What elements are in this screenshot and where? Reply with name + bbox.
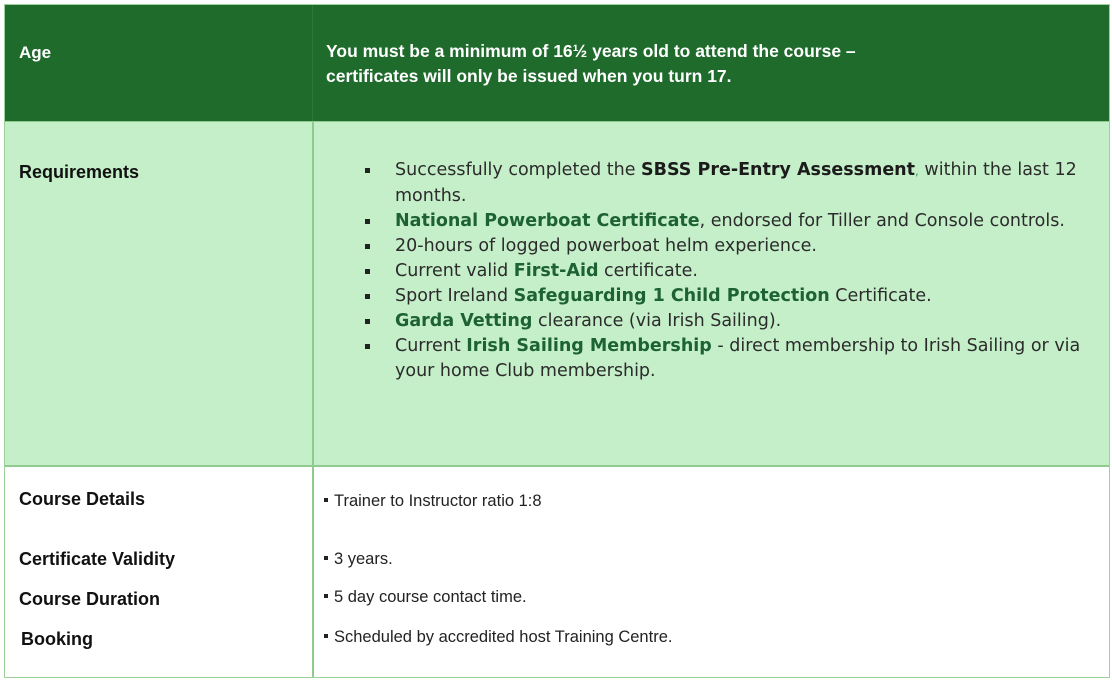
column-divider [312, 5, 313, 121]
bullet [324, 594, 328, 598]
course-details-label: Course Details [19, 489, 146, 509]
requirement-text: clearance (via Irish Sailing). [532, 311, 782, 331]
requirement-text: Sport Ireland [395, 286, 514, 306]
requirement-text: Current [395, 336, 467, 356]
requirements-label: Requirements [19, 162, 140, 182]
requirement-text: 20-hours of logged powerboat helm experience. [395, 236, 817, 256]
booking-value [324, 628, 672, 647]
requirement-item [363, 209, 1103, 234]
booking-text: Scheduled by accredited host Training Centre. [334, 628, 673, 646]
requirement-text: certificate. [598, 261, 698, 281]
age-requirement-text [326, 39, 1066, 89]
certificate-validity-value [324, 550, 393, 569]
course-duration-label: Course Duration [19, 589, 161, 609]
certificate-validity-text: 3 years. [334, 550, 393, 568]
requirement-link[interactable]: Garda Vetting [395, 311, 533, 331]
certificate-validity-label: Certificate Validity [19, 549, 176, 569]
bullet [324, 498, 328, 502]
age-text-line2: certificates will only be issued when you turn 17. [326, 66, 732, 86]
requirement-text: - direct membership to Irish Sailing or via your home Club membership. [395, 336, 1081, 381]
requirement-text: within the last 12 months. [395, 160, 1077, 206]
column-divider [312, 122, 314, 465]
course-info-table [4, 4, 1110, 678]
requirement-text: , endorsed for Tiller and Console controls. [699, 211, 1065, 231]
course-details-value [324, 492, 542, 511]
requirement-item [363, 259, 1103, 284]
course-duration-value [324, 588, 527, 607]
requirement-item [363, 334, 1103, 384]
requirement-link[interactable]: Irish Sailing Membership [466, 336, 712, 356]
bullet [324, 634, 328, 638]
bullet [324, 556, 328, 560]
course-duration-text: 5 day course contact time. [334, 588, 527, 606]
requirement-highlight: SBSS Pre-Entry Assessment [641, 160, 916, 180]
requirement-item [363, 234, 1103, 259]
age-text-line1: You must be a minimum of 16½ years old to attend the course – [326, 41, 856, 61]
booking-label: Booking [21, 629, 93, 649]
requirement-link[interactable]: Safeguarding 1 Child Protection [513, 286, 830, 306]
requirement-text: Certificate. [829, 286, 932, 306]
requirement-text: Current valid [395, 261, 514, 281]
age-row [5, 5, 1109, 121]
requirement-item [363, 309, 1103, 334]
requirements-list [363, 158, 1103, 384]
requirement-item [363, 158, 1103, 209]
course-details-text: Trainer to Instructor ratio 1:8 [334, 492, 542, 510]
requirement-text: Successfully completed the [395, 160, 642, 180]
requirement-link[interactable]: National Powerboat Certificate [395, 211, 700, 231]
requirement-item [363, 284, 1103, 309]
age-label: Age [19, 43, 52, 62]
requirements-row [5, 121, 1109, 465]
requirement-link[interactable]: First-Aid [513, 261, 599, 281]
comment-marker: , [915, 164, 919, 178]
column-divider [312, 467, 314, 677]
course-details-row [5, 465, 1109, 677]
